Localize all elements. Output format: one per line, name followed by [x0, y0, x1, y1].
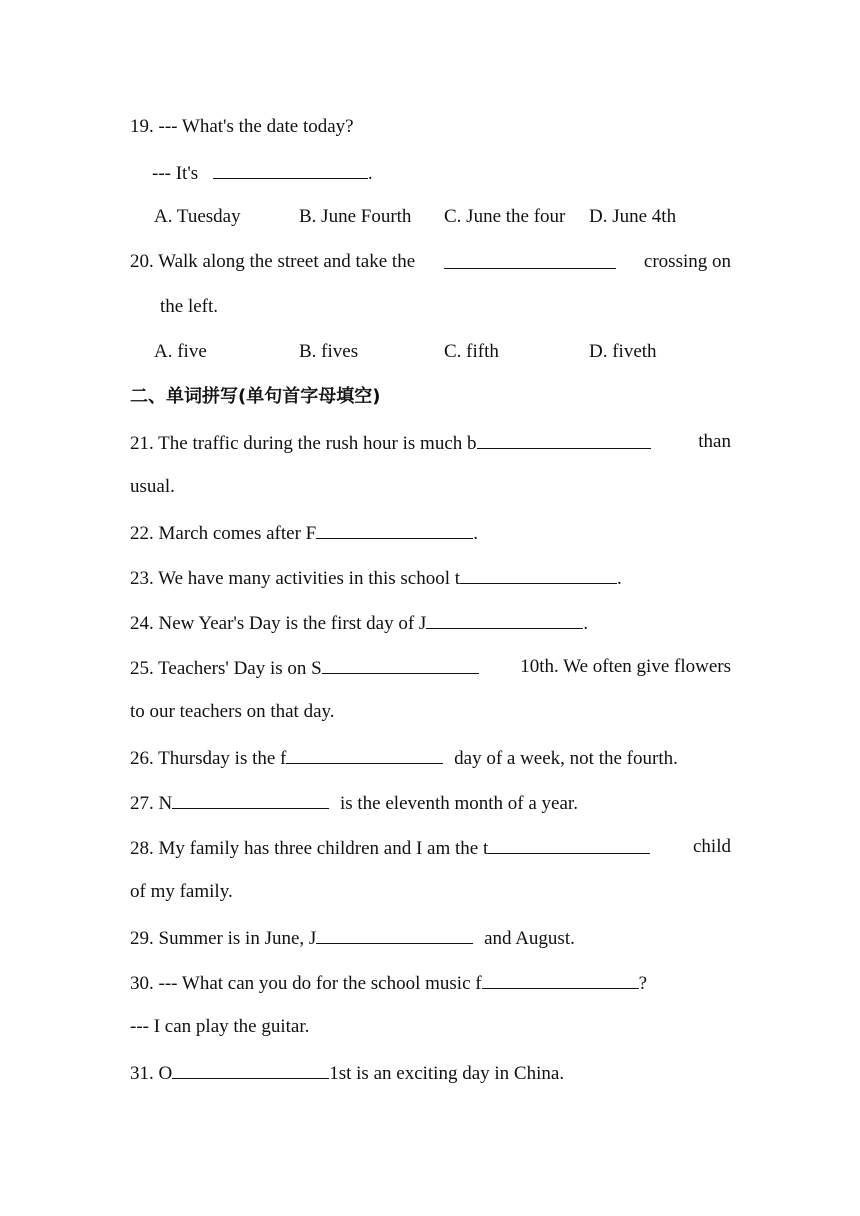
question-21-text	[130, 430, 651, 456]
question-text: 27. N	[130, 793, 173, 814]
question-text: 24. New Year's Day is the first day of J	[130, 613, 427, 634]
question-25-text-after: 10th. We often give flowers	[520, 656, 731, 677]
answer-blank[interactable]	[172, 790, 329, 809]
question-24	[130, 610, 588, 636]
section-heading: 二、单词拼写(单句首字母填空)	[130, 386, 381, 407]
question-25-text	[130, 655, 479, 681]
question-text: 29. Summer is in June, J	[130, 928, 317, 949]
option-b[interactable]: B. June Fourth	[299, 206, 412, 227]
question-text-after: .	[583, 613, 589, 634]
question-text: 22. March comes after F	[130, 523, 317, 544]
question-28-text-after: child	[693, 836, 731, 857]
question-21	[130, 430, 731, 456]
answer-blank[interactable]	[316, 520, 473, 539]
question-text-after: .	[617, 568, 622, 589]
option-b[interactable]: B. fives	[299, 341, 359, 362]
question-25-continuation: to our teachers on that day.	[130, 701, 335, 722]
answer-blank[interactable]	[316, 925, 473, 944]
question-text: 30. --- What can you do for the school music f	[130, 973, 482, 994]
answer-prefix: --- It's	[152, 163, 199, 184]
answer-blank[interactable]	[322, 655, 479, 674]
question-25	[130, 655, 731, 681]
question-text: 28. My family has three children and I am the t	[130, 838, 489, 859]
question-text-after: .	[473, 523, 478, 544]
question-text-after: 1st is an exciting day in China.	[329, 1063, 565, 1084]
question-text: 25. Teachers' Day is on S	[130, 658, 322, 679]
answer-suffix: .	[367, 163, 373, 184]
question-29	[130, 925, 575, 951]
question-26	[130, 745, 678, 771]
question-text: 23. We have many activities in this school t	[130, 568, 461, 589]
question-28	[130, 835, 731, 861]
question-27	[130, 790, 578, 816]
answer-blank[interactable]	[482, 970, 639, 989]
question-30	[130, 970, 647, 996]
question-23	[130, 565, 622, 591]
option-c[interactable]: C. fifth	[444, 341, 499, 362]
question-text-after: and August.	[484, 928, 575, 949]
answer-blank[interactable]	[444, 250, 616, 269]
option-d[interactable]: D. June 4th	[589, 206, 677, 227]
answer-blank[interactable]	[488, 835, 650, 854]
question-text-after: day of a week, not the fourth.	[454, 748, 678, 769]
question-text-after: ?	[638, 973, 648, 994]
question-28-text	[130, 835, 650, 861]
question-31	[130, 1060, 564, 1086]
question-20	[130, 250, 731, 274]
answer-blank[interactable]	[213, 160, 368, 179]
option-a[interactable]: A. Tuesday	[154, 206, 241, 227]
answer-blank[interactable]	[460, 565, 617, 584]
question-21-continuation: usual.	[130, 476, 175, 497]
question-28-continuation: of my family.	[130, 881, 233, 902]
option-c[interactable]: C. June the four	[444, 206, 566, 227]
question-19-answer-line	[152, 160, 373, 186]
question-20-continuation: the left.	[160, 296, 219, 317]
question-21-text-after: than	[698, 431, 731, 452]
answer-blank[interactable]	[172, 1060, 329, 1079]
answer-blank[interactable]	[477, 430, 651, 449]
question-20-text-after: crossing on	[643, 251, 731, 272]
question-19: 19. --- What's the date today?	[130, 116, 354, 137]
option-a[interactable]: A. five	[154, 341, 207, 362]
question-22	[130, 520, 478, 546]
answer-blank[interactable]	[426, 610, 583, 629]
question-20-text: 20. Walk along the street and take the	[130, 251, 416, 272]
question-text: 26. Thursday is the f	[130, 748, 287, 769]
answer-blank[interactable]	[286, 745, 443, 764]
question-19-options	[154, 205, 734, 229]
question-text: 21. The traffic during the rush hour is much b	[130, 433, 477, 454]
option-d[interactable]: D. fiveth	[589, 341, 657, 362]
question-30-answer: --- I can play the guitar.	[130, 1016, 310, 1037]
question-text: 31. O	[130, 1063, 173, 1084]
question-20-options	[154, 340, 734, 364]
question-text-after: is the eleventh month of a year.	[339, 793, 578, 814]
